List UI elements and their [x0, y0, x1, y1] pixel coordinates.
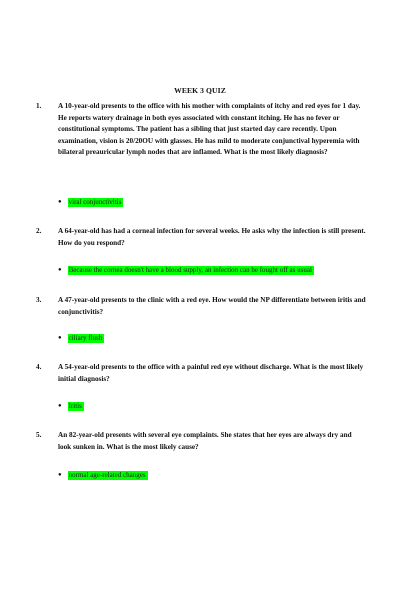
question-text: A 10-year-old presents to the office with his mother with complaints of itchy and red eyes for 1 day. He reports watery drainage in both eyes associated with constant itching. He has no fever or constitutional symptoms. The patient has a sibling that just started day care recently. Upon examination, vision is 20/20OU with glasses. He has mild to moderate conjunctival hyperemia with bilateral preauricular lymph nodes that are inflamed. What is the most likely diagnosis? [58, 102, 361, 157]
question-text: A 47-year-old presents to the clinic with a red eye. How would the NP differentiate between iritis and conjunctivitis? [58, 296, 366, 316]
answer-3 [58, 334, 104, 343]
question-number: 4. [36, 363, 42, 371]
answer-highlight: Because the cornea doesn't have a blood supply, an infection can be fought off as usual [68, 266, 312, 274]
page-title: WEEK 3 QUIZ [174, 86, 226, 95]
question-4 [36, 362, 366, 385]
question-2 [36, 226, 366, 249]
question-text: A 54-year-old presents to the office with a painful red eye without discharge. What is the most likely initial diagnosis? [58, 363, 364, 383]
answer-highlight: viral conjunctivitis [68, 198, 122, 206]
question-text: A 64-year-old has had a corneal infection for several weeks. He asks why the infection is still present. How do you respond? [58, 227, 366, 247]
answer-highlight: Iritis [68, 402, 82, 410]
answer-4 [58, 402, 84, 411]
question-3 [36, 295, 366, 318]
answer-2 [58, 266, 314, 275]
bullet-icon: ● [58, 199, 62, 205]
question-number: 5. [36, 431, 42, 439]
answer-highlight: normal age-related changes [68, 471, 146, 479]
question-number: 1. [36, 102, 42, 110]
question-number: 2. [36, 227, 42, 235]
bullet-icon: ● [58, 335, 62, 341]
question-1 [36, 101, 366, 159]
bullet-icon: ● [58, 403, 62, 409]
question-text: An 82-year-old presents with several eye complaints. She states that her eyes are always dry and look sunken in. What is the most likely cause? [58, 431, 352, 451]
answer-5 [58, 471, 148, 480]
answer-highlight: ciliary flush [68, 334, 103, 342]
answer-1 [58, 198, 123, 207]
question-5 [36, 430, 366, 453]
bullet-icon: ● [58, 267, 62, 273]
bullet-icon: ● [58, 472, 62, 478]
question-number: 3. [36, 296, 42, 304]
